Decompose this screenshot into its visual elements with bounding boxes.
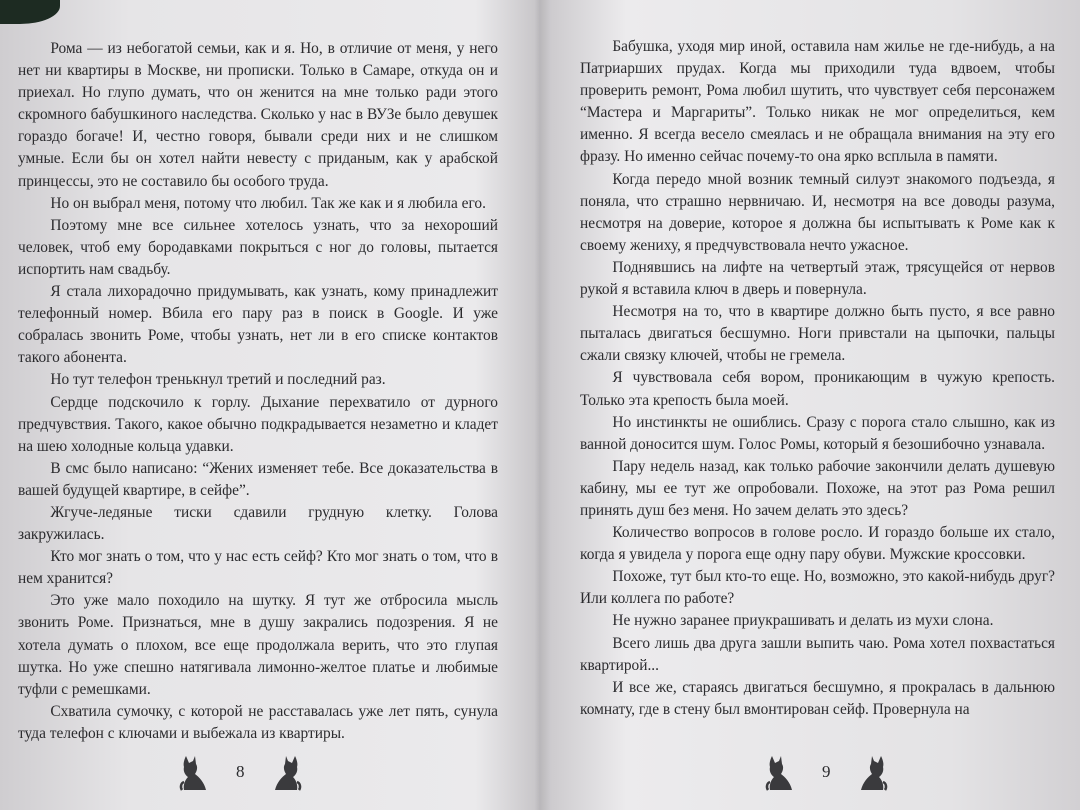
paragraph: Рома — из небогатой семьи, как и я. Но, в отличие от меня, у него нет ни квартиры в Москве, ни прописки. Только в Самаре, откуда он и приехал. Но глупо думать, что он женится на мне только ради этого скромного бабушкиного наследства. Сколько у нас в ВУЗе было девушек гораздо богаче! И, честно говоря, бывали среди них и не слишком умные. Если бы он хотел найти невесту с приданым, как у арабской принцессы, это не составило бы особого труда. [18, 40, 498, 190]
paragraph: Это уже мало походило на шутку. Я тут же отбросила мысль звонить Роме. Признаться, мне в душу закрались подозрения. Я не хотела думать о плохом, все еще продолжала верить, что это глупая шутка. Но уже спешно натягивала лимонно-желтое платье и любимые туфли с ремешками. [18, 592, 498, 698]
paragraph: И все же, стараясь двигаться бесшумно, я прокралась в дальнюю комнату, где в стену был вмонтирован сейф. Провернула на [580, 678, 1055, 718]
paragraph: Бабушка, уходя мир иной, оставила нам жилье не где-нибудь, а на Патриарших прудах. Когда мы приходили туда вдвоем, чтобы проверить ремонт, Рома любил шутить, что чувствует себя персонажем “Мастера и Маргариты”. Только никак не мог определиться, кем именно. Я всегда весело смеялась и не обращала внимания на эту его фразу. Но именно сейчас почему-то она ярко всплыла в памяти. [580, 38, 1055, 166]
paragraph: В смс было написано: “Жених изменяет тебе. Все доказательства в вашей будущей квартире, в сейфе”. [18, 459, 498, 499]
page-number: 9 [822, 762, 831, 781]
wolf-silhouette-icon [762, 752, 798, 792]
left-page-text [18, 38, 498, 745]
paragraph: Сердце подскочило к горлу. Дыхание перехватило от дурного предчувствия. Такого, какое обычно подкрадывается незаметно и кладет на шею холодные кольца удавки. [18, 393, 498, 455]
paragraph: Поднявшись на лифте на четвертый этаж, трясущейся от нервов рукой я вставила ключ в дверь и повернула. [580, 258, 1055, 299]
left-page-folio [176, 752, 305, 792]
paragraph: Схватила сумочку, с которой не расставалась уже лет пять, сунула туда телефон с ключами и выбежала из квартиры. [18, 702, 498, 742]
paragraph: Несмотря на то, что в квартире должно быть пусто, я все равно пыталась двигаться бесшумно. Ноги привстали на цыпочки, пальцы сжали связку ключей, чтобы не гремела. [580, 303, 1055, 365]
right-page-folio [762, 752, 891, 792]
paragraph: Кто мог знать о том, что у нас есть сейф? Кто мог знать о том, что в нем хранится? [18, 548, 498, 588]
paragraph: Жгуче-ледяные тиски сдавили грудную клетку. Голова закружилась. [18, 503, 498, 544]
paragraph: Не нужно заранее приукрашивать и делать из мухи слона. [612, 612, 994, 630]
paragraph: Я стала лихорадочно придумывать, как узнать, кому принадлежит телефонный номер. Вбила его пару раз в поиск в Google. И уже собралась звонить Роме, чтобы узнать, нет ли в его списке контактов такого абонента. [18, 283, 498, 367]
paragraph: Но он выбрал меня, потому что любил. Так же как и я любила его. [50, 194, 486, 212]
wolf-silhouette-icon [855, 752, 891, 792]
paragraph: Но инстинкты не ошиблись. Сразу с порога стало слышно, как из ванной доносится шум. Голос Ромы, который я безошибочно узнавала. [580, 413, 1055, 453]
right-page [540, 0, 1080, 810]
paragraph: Но тут телефон тренькнул третий и последний раз. [50, 371, 386, 389]
paragraph: Когда передо мной возник темный силуэт знакомого подъезда, я поняла, что страшно нервничаю. И, несмотря на все доводы разума, несмотря на доверие, которое я должна бы испытывать к Роме как к своему жениху, я предчувствовала нечто ужасное. [580, 170, 1055, 254]
wolf-silhouette-icon [269, 752, 305, 792]
paragraph: Количество вопросов в голове росло. И гораздо больше их стало, когда я увидела у порога еще одну пару обуви. Мужские кроссовки. [580, 524, 1055, 564]
wolf-silhouette-icon [176, 752, 212, 792]
paragraph: Всего лишь два друга зашли выпить чаю. Рома хотел похвастаться квартирой... [580, 634, 1055, 674]
page-number: 8 [236, 762, 245, 781]
paragraph: Я чувствовала себя вором, проникающим в чужую крепость. Только эта крепость была моей. [580, 369, 1055, 409]
paragraph: Пару недель назад, как только рабочие закончили делать душевую кабину, мы ее тут же опробовали. Похоже, на этот раз Рома решил принять душ без меня. Но зачем делать это здесь? [580, 457, 1055, 519]
right-page-text [580, 36, 1055, 721]
paragraph: Похоже, тут был кто-то еще. Но, возможно, это какой-нибудь друг? Или коллега по работе? [580, 568, 1055, 608]
paragraph: Поэтому мне все сильнее хотелось узнать, что за нехороший человек, чтоб ему бородавками покрыться с ног до головы, пытается испортить нам свадьбу. [18, 216, 498, 278]
